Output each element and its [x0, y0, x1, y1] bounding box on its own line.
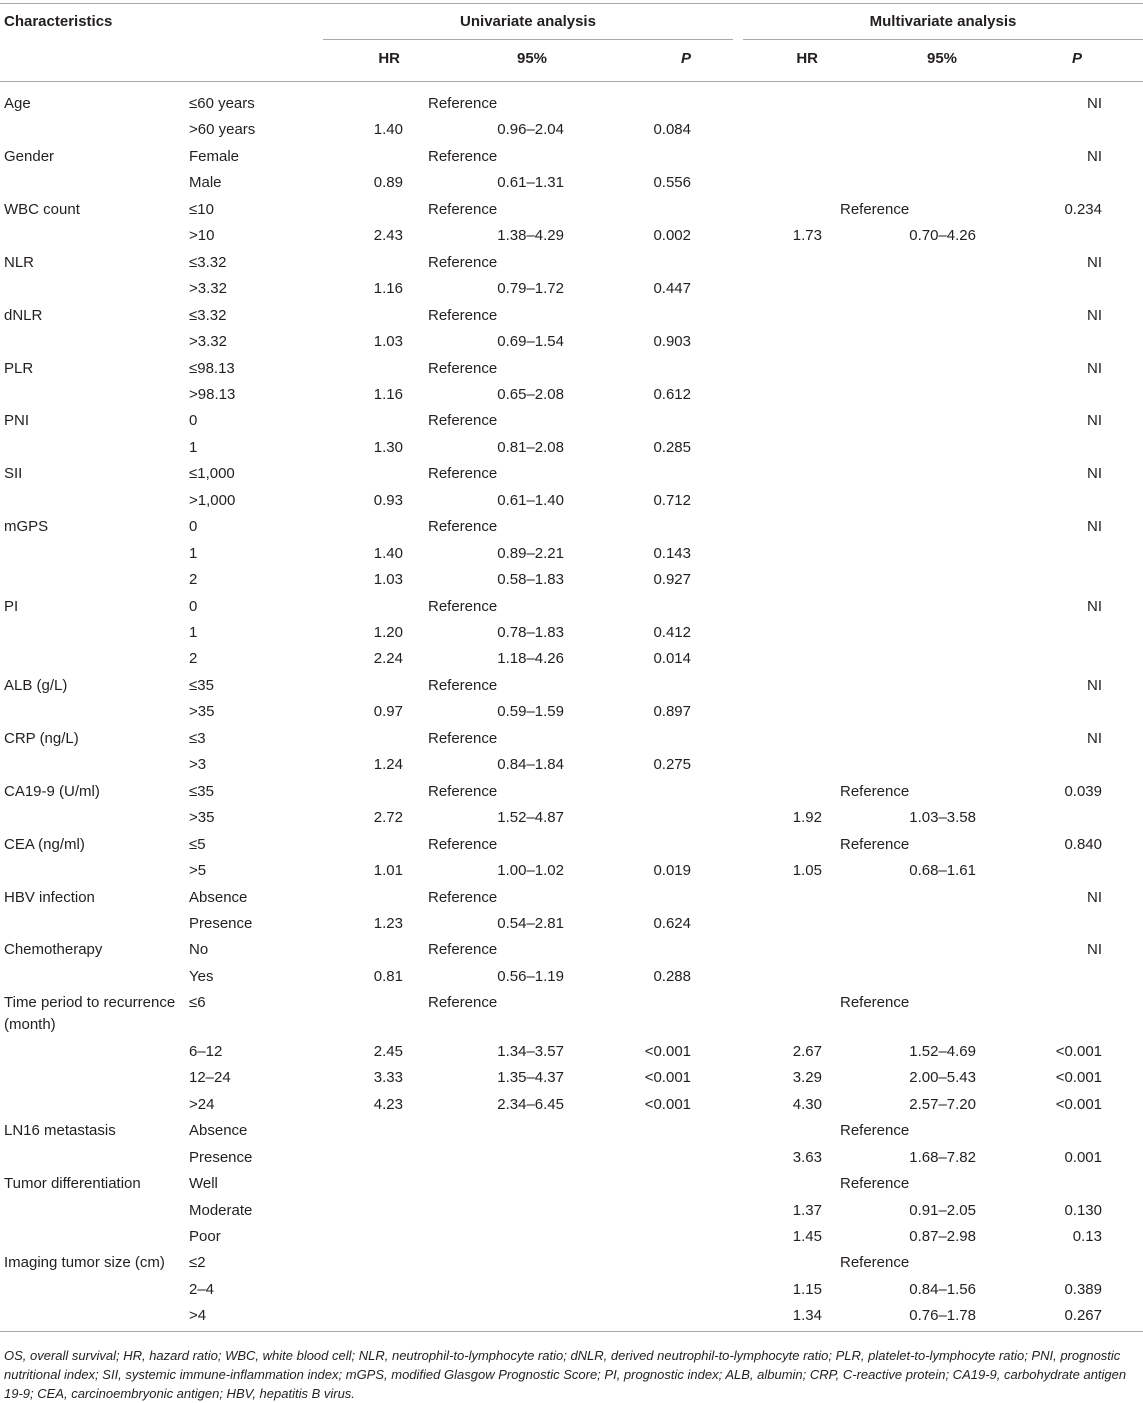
- row-subgroup: ≤10: [189, 200, 214, 218]
- row-characteristic: Age: [4, 95, 31, 112]
- row-multivariate-hr: 2.67: [792, 1042, 822, 1060]
- row-subgroup: ≤35: [189, 782, 214, 800]
- row-univariate-ci: 0.79–1.72: [497, 280, 564, 298]
- row-univariate-ci: 1.00–1.02: [497, 862, 564, 880]
- row-univariate-hr: 2.43: [373, 227, 403, 245]
- row-multivariate-p: NI: [1087, 597, 1102, 615]
- row-subgroup: 2: [189, 571, 198, 589]
- univariate-span-rule: [323, 39, 733, 40]
- row-subgroup: Male: [189, 174, 222, 192]
- row-univariate-p: 0.903: [653, 333, 691, 351]
- row-multivariate-p: 0.130: [1064, 1201, 1102, 1219]
- row-univariate-ci: Reference: [428, 412, 498, 430]
- row-univariate-ci: 1.38–4.29: [497, 227, 564, 245]
- row-characteristic: dNLR: [4, 306, 43, 324]
- row-subgroup: ≤35: [189, 676, 214, 694]
- row-characteristic: PNI: [4, 412, 30, 430]
- row-characteristic: ALB (g/L): [4, 676, 68, 694]
- row-univariate-p: <0.001: [644, 1042, 691, 1060]
- row-subgroup: ≤3.32: [189, 253, 227, 271]
- row-subgroup: >35: [189, 703, 215, 721]
- row-subgroup: ≤60 years: [189, 95, 255, 112]
- row-univariate-ci: 0.59–1.59: [497, 703, 564, 721]
- row-multivariate-hr: 1.73: [792, 227, 822, 245]
- row-univariate-ci: 0.78–1.83: [497, 624, 564, 641]
- row-subgroup: ≤1,000: [189, 465, 235, 483]
- row-subgroup: Moderate: [189, 1201, 253, 1219]
- row-multivariate-p: NI: [1087, 359, 1102, 377]
- row-univariate-hr: 1.03: [373, 333, 403, 351]
- row-characteristic: Imaging tumor size (cm): [4, 1254, 165, 1272]
- row-univariate-p: 0.447: [653, 280, 691, 298]
- row-multivariate-hr: 1.15: [792, 1280, 822, 1298]
- row-characteristic: SII: [4, 465, 23, 483]
- row-multivariate-p: <0.001: [1055, 1095, 1102, 1113]
- row-subgroup: >3.32: [189, 280, 227, 298]
- row-subgroup: Absence: [189, 1122, 248, 1140]
- row-subgroup: Female: [189, 147, 240, 165]
- row-subgroup: ≤98.13: [189, 359, 235, 377]
- row-multivariate-ci: Reference: [840, 782, 910, 800]
- table-top-rule: [0, 3, 1143, 4]
- row-multivariate-p: NI: [1087, 465, 1102, 483]
- row-multivariate-ci: Reference: [840, 1254, 910, 1272]
- row-multivariate-ci: 0.84–1.56: [909, 1280, 976, 1298]
- row-univariate-ci: 0.56–1.19: [497, 967, 564, 985]
- row-multivariate-p: NI: [1087, 95, 1102, 112]
- row-univariate-p: <0.001: [644, 1095, 691, 1113]
- row-subgroup: >98.13: [189, 385, 236, 403]
- row-univariate-p: 0.556: [653, 174, 691, 192]
- row-multivariate-p: NI: [1087, 888, 1102, 906]
- row-subgroup: 1: [189, 544, 198, 562]
- row-multivariate-hr: 4.30: [792, 1095, 822, 1113]
- row-subgroup: Poor: [189, 1227, 221, 1245]
- row-univariate-ci: Reference: [428, 253, 498, 271]
- row-univariate-ci: Reference: [428, 729, 498, 747]
- row-multivariate-ci: 1.68–7.82: [909, 1148, 976, 1166]
- row-subgroup: Presence: [189, 1148, 253, 1166]
- row-multivariate-p: NI: [1087, 147, 1102, 165]
- row-univariate-ci: 0.89–2.21: [497, 544, 564, 562]
- row-multivariate-hr: 1.05: [792, 862, 822, 880]
- row-univariate-p: 0.612: [653, 385, 691, 403]
- row-univariate-ci: 0.96–2.04: [497, 121, 564, 139]
- row-univariate-hr: 0.93: [373, 491, 403, 509]
- row-multivariate-ci: 1.03–3.58: [909, 809, 976, 827]
- row-univariate-ci: 0.54–2.81: [497, 914, 564, 932]
- header-multivariate: Multivariate analysis: [869, 13, 1017, 30]
- row-characteristic: CA19-9 (U/ml): [4, 782, 100, 800]
- row-multivariate-ci: Reference: [840, 200, 910, 218]
- row-subgroup: Yes: [189, 967, 214, 985]
- row-characteristic: WBC count: [4, 200, 80, 218]
- header-univariate-hr: HR: [378, 50, 400, 67]
- row-multivariate-p: NI: [1087, 253, 1102, 271]
- row-univariate-hr: 2.72: [373, 809, 403, 827]
- row-subgroup: 6–12: [189, 1042, 223, 1060]
- row-univariate-ci: Reference: [428, 835, 498, 853]
- row-subgroup: ≤6: [189, 994, 206, 1012]
- row-multivariate-p: 0.840: [1064, 835, 1102, 853]
- row-multivariate-ci: 0.87–2.98: [909, 1227, 976, 1245]
- row-univariate-ci: Reference: [428, 782, 498, 800]
- row-subgroup: >4: [189, 1307, 207, 1325]
- row-multivariate-p: <0.001: [1055, 1069, 1102, 1087]
- row-characteristic: Tumor differentiation: [4, 1175, 141, 1193]
- row-multivariate-ci: 0.91–2.05: [909, 1201, 976, 1219]
- row-subgroup: 12–24: [189, 1069, 231, 1087]
- row-subgroup: >60 years: [189, 121, 256, 139]
- row-multivariate-p: 0.389: [1064, 1280, 1102, 1298]
- row-subgroup: >10: [189, 227, 215, 245]
- row-characteristic: PI: [4, 597, 19, 615]
- row-univariate-hr: 0.97: [373, 703, 403, 721]
- row-univariate-ci: 1.52–4.87: [497, 809, 564, 827]
- row-subgroup: >5: [189, 862, 207, 880]
- row-univariate-p: 0.288: [653, 967, 691, 985]
- row-univariate-p: 0.084: [653, 121, 691, 139]
- row-univariate-ci: 0.61–1.40: [497, 491, 564, 509]
- row-multivariate-p: NI: [1087, 306, 1102, 324]
- row-univariate-ci: Reference: [428, 597, 498, 615]
- row-multivariate-hr: 1.34: [792, 1307, 822, 1325]
- row-multivariate-p: 0.13: [1072, 1227, 1102, 1245]
- row-univariate-ci: 1.18–4.26: [497, 650, 564, 668]
- header-bottom-rule: [0, 81, 1143, 82]
- row-univariate-hr: 0.81: [373, 967, 403, 985]
- row-multivariate-ci: 0.76–1.78: [909, 1307, 976, 1325]
- row-multivariate-p: <0.001: [1055, 1042, 1102, 1060]
- row-univariate-hr: 3.33: [373, 1069, 403, 1087]
- row-univariate-ci: Reference: [428, 95, 498, 112]
- row-characteristic: LN16 metastasis: [4, 1122, 116, 1140]
- row-multivariate-ci: Reference: [840, 1175, 910, 1193]
- row-univariate-ci: Reference: [428, 147, 498, 165]
- row-characteristic: Chemotherapy: [4, 941, 103, 959]
- row-subgroup: 2: [189, 650, 198, 668]
- row-subgroup: ≤3: [189, 729, 206, 747]
- row-univariate-hr: 1.30: [373, 438, 403, 456]
- row-characteristic: CEA (ng/ml): [4, 835, 85, 853]
- row-univariate-p: 0.143: [653, 544, 691, 562]
- row-multivariate-p: NI: [1087, 729, 1102, 747]
- row-subgroup: >1,000: [189, 491, 236, 509]
- row-multivariate-p: NI: [1087, 676, 1102, 694]
- row-univariate-hr: 1.16: [373, 280, 403, 298]
- row-univariate-p: 0.412: [653, 624, 691, 641]
- row-univariate-p: 0.897: [653, 703, 691, 721]
- row-multivariate-p: 0.039: [1064, 782, 1102, 800]
- row-characteristic: CRP (ng/L): [4, 729, 79, 747]
- row-subgroup: Presence: [189, 914, 253, 932]
- row-multivariate-hr: 1.45: [792, 1227, 822, 1245]
- row-subgroup: ≤5: [189, 835, 206, 853]
- row-multivariate-p: 0.234: [1064, 200, 1102, 218]
- row-univariate-p: 0.285: [653, 438, 691, 456]
- row-multivariate-ci: 2.57–7.20: [909, 1095, 976, 1113]
- row-univariate-ci: 0.61–1.31: [497, 174, 564, 192]
- row-subgroup: >3: [189, 756, 207, 774]
- row-multivariate-hr: 1.92: [792, 809, 822, 827]
- multivariate-span-rule: [743, 39, 1143, 40]
- header-multivariate-p: P: [1071, 50, 1082, 67]
- row-characteristic: Time period to recurrence: [4, 994, 176, 1012]
- row-subgroup: >24: [189, 1095, 215, 1113]
- row-multivariate-ci: 2.00–5.43: [909, 1069, 976, 1087]
- row-univariate-ci: Reference: [428, 994, 498, 1012]
- row-characteristic: PLR: [4, 359, 34, 377]
- row-subgroup: >3.32: [189, 333, 227, 351]
- row-multivariate-p: NI: [1087, 412, 1102, 430]
- row-univariate-ci: 2.34–6.45: [497, 1095, 564, 1113]
- header-univariate: Univariate analysis: [460, 13, 596, 30]
- row-multivariate-ci: Reference: [840, 994, 910, 1012]
- row-subgroup: Well: [189, 1175, 218, 1193]
- row-univariate-ci: 0.84–1.84: [497, 756, 564, 774]
- row-univariate-ci: Reference: [428, 941, 498, 959]
- row-multivariate-ci: Reference: [840, 835, 910, 853]
- row-univariate-ci: 0.58–1.83: [497, 571, 564, 589]
- row-multivariate-hr: 1.37: [792, 1201, 822, 1219]
- table-bottom-rule: [0, 1331, 1143, 1332]
- row-univariate-p: <0.001: [644, 1069, 691, 1087]
- row-univariate-p: 0.019: [653, 862, 691, 880]
- header-univariate-ci: 95%: [516, 50, 548, 67]
- row-characteristic: HBV infection: [4, 888, 95, 906]
- row-univariate-hr: 1.16: [373, 385, 403, 403]
- row-subgroup: 1: [189, 624, 198, 641]
- row-multivariate-hr: 3.63: [792, 1148, 822, 1166]
- row-characteristic: NLR: [4, 253, 35, 271]
- row-univariate-hr: 1.20: [373, 624, 403, 641]
- row-multivariate-p: NI: [1087, 941, 1102, 959]
- row-multivariate-p: 0.267: [1064, 1307, 1102, 1325]
- row-univariate-ci: Reference: [428, 676, 498, 694]
- row-univariate-ci: Reference: [428, 359, 498, 377]
- row-univariate-p: 0.624: [653, 914, 691, 932]
- row-characteristic: mGPS: [4, 518, 49, 536]
- row-univariate-ci: Reference: [428, 200, 498, 218]
- row-multivariate-ci: 1.52–4.69: [909, 1042, 976, 1060]
- row-subgroup: 1: [189, 438, 198, 456]
- row-univariate-p: 0.712: [653, 491, 691, 509]
- row-multivariate-p: NI: [1087, 518, 1102, 536]
- row-univariate-hr: 1.24: [373, 756, 403, 774]
- row-univariate-hr: 2.24: [373, 650, 403, 668]
- row-characteristic: Gender: [4, 147, 55, 165]
- row-subgroup: 0: [189, 412, 198, 430]
- row-univariate-ci: Reference: [428, 306, 498, 324]
- row-univariate-ci: Reference: [428, 518, 498, 536]
- row-univariate-hr: 1.40: [373, 544, 403, 562]
- row-univariate-ci: 1.35–4.37: [497, 1069, 564, 1087]
- row-univariate-p: 0.275: [653, 756, 691, 774]
- row-multivariate-p: 0.001: [1064, 1148, 1102, 1166]
- row-subgroup: 2–4: [189, 1280, 215, 1298]
- row-subgroup: ≤2: [189, 1254, 206, 1272]
- row-univariate-ci: 0.81–2.08: [497, 438, 564, 456]
- row-subgroup: ≤3.32: [189, 306, 227, 324]
- row-univariate-hr: 1.01: [373, 862, 403, 880]
- table-footnote: OS, overall survival; HR, hazard ratio; WBC, white blood cell; NLR, neutrophil-to-lymphocyte ratio; dNLR, derived neutrophil-to-lymphocyte ratio; PLR, platelet-to-lymphocyte ratio; PNI, prognostic nutritional index; SII, systemic immune-inflammation index; mGPS, modified Glasgow Prognostic Score; PI, prognostic index; ALB, albumin; CRP, C-reactive protein; CA19-9, carbohydrate antigen 19-9; CEA, carcinoembryonic antigen; HBV, hepatitis B virus.: [4, 1348, 1127, 1401]
- row-univariate-ci: Reference: [428, 888, 498, 906]
- row-subgroup: 0: [189, 597, 198, 615]
- row-subgroup: No: [189, 941, 209, 959]
- row-subgroup: 0: [189, 518, 198, 536]
- row-multivariate-ci: 0.70–4.26: [909, 227, 976, 245]
- row-characteristic-continuation: (month): [4, 1016, 56, 1034]
- row-univariate-ci: 0.69–1.54: [497, 333, 564, 351]
- row-univariate-p: 0.002: [653, 227, 691, 245]
- row-univariate-hr: 1.40: [373, 121, 403, 139]
- row-subgroup: Absence: [189, 888, 248, 906]
- row-univariate-hr: 0.89: [373, 174, 403, 192]
- row-univariate-ci: 1.34–3.57: [497, 1042, 564, 1060]
- row-univariate-hr: 1.23: [373, 914, 403, 932]
- header-characteristics: Characteristics: [4, 13, 113, 30]
- row-univariate-p: 0.014: [653, 650, 691, 668]
- header-multivariate-hr: HR: [796, 50, 818, 67]
- row-univariate-p: 0.927: [653, 571, 691, 589]
- row-univariate-hr: 4.23: [373, 1095, 403, 1113]
- row-univariate-ci: 0.65–2.08: [497, 385, 564, 403]
- row-univariate-hr: 2.45: [373, 1042, 403, 1060]
- row-subgroup: >35: [189, 809, 215, 827]
- row-multivariate-ci: 0.68–1.61: [909, 862, 976, 880]
- header-multivariate-ci: 95%: [926, 50, 958, 67]
- row-univariate-ci: Reference: [428, 465, 498, 483]
- row-multivariate-ci: Reference: [840, 1122, 910, 1140]
- header-univariate-p: P: [680, 50, 691, 67]
- row-univariate-hr: 1.03: [373, 571, 403, 589]
- row-multivariate-hr: 3.29: [792, 1069, 822, 1087]
